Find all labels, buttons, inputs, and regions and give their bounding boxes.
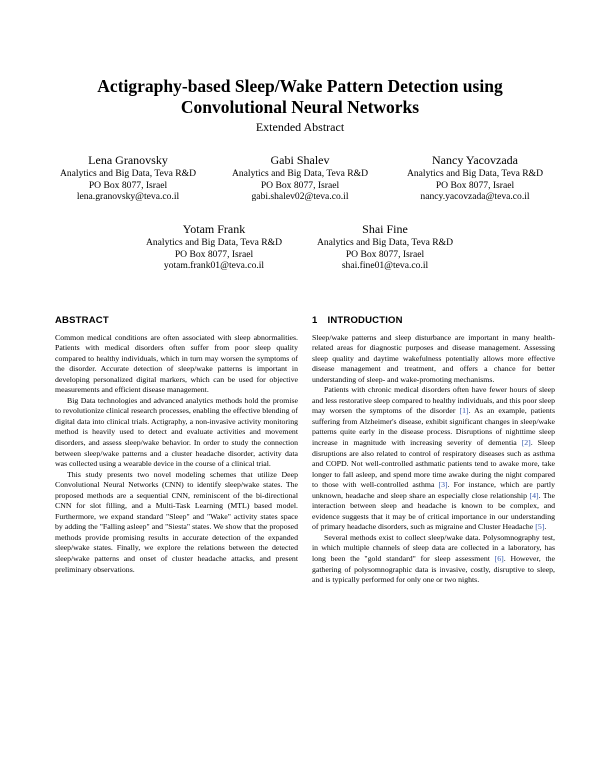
- section-number: 1: [312, 315, 318, 326]
- author-name: Shai Fine: [362, 222, 408, 236]
- author-email: shai.fine01@teva.co.il: [341, 260, 429, 271]
- paper-title-line-1: Actigraphy-based Sleep/Wake Pattern Detection using: [97, 76, 503, 96]
- citation-link[interactable]: [1]: [459, 406, 469, 416]
- author-name: Gabi Shalev: [270, 153, 330, 167]
- abstract-paragraph: Common medical conditions are often associated with sleep abnormalities. Patients with medical disorders often suffer from poor sleep quality compared to healthy individuals, which in turn may worsen the symptoms of the disorder. Accurate detection of sleep/wake patterns is important in developing personalized digital markers, which can be used for objective measurements and efficient disease management.: [55, 332, 298, 395]
- author-address: PO Box 8077, Israel: [88, 179, 168, 191]
- author-affiliation: Analytics and Big Data, Teva R&D: [59, 168, 197, 179]
- author-address: PO Box 8077, Israel: [260, 179, 340, 191]
- abstract-paragraph: Big Data technologies and advanced analytics methods hold the promise to revolutionize clinical research processes, enabling the effective blending of digital data into clinical trials. Actigraphy, a non-invasive activity monitoring method is heavily used to detect and evaluate activities and movement disorders, and assess sleep/wake behavior. In order to study the connection between sleep/wake patterns and a cluster headache disorder, activity data was collected using a wearable device in the course of a clinical trial.: [55, 395, 298, 469]
- citation-link[interactable]: [2]: [521, 438, 531, 448]
- author-block: [38, 153, 218, 203]
- author-email: yotam.frank01@teva.co.il: [163, 260, 265, 271]
- author-affiliation: Analytics and Big Data, Teva R&D: [231, 168, 369, 179]
- author-block: [124, 222, 304, 272]
- author-affiliation: Analytics and Big Data, Teva R&D: [145, 237, 283, 248]
- paragraph-text: Patients with chronic medical disorders often have fewer hours of sleep and less restorative sleep compared to healthy individuals, and this poor sleep may worsen the symptoms of the disorder: [312, 385, 555, 416]
- author-address: PO Box 8077, Israel: [345, 248, 425, 260]
- paper-subtitle: Extended Abstract: [255, 120, 345, 134]
- author-email: nancy.yacovzada@teva.co.il: [420, 191, 530, 202]
- abstract-heading: ABSTRACT: [55, 315, 109, 326]
- paragraph-text: .: [544, 522, 547, 532]
- paragraph-text: . As an example, patients suffering from Alzheimer's disease, exhibit significant changes in sleep/wake patterns quite early in the disease process. Disruptions of nighttime sleep increase in magnitude with increasing severity of dementia: [312, 406, 555, 448]
- author-block: [210, 153, 390, 203]
- author-block: [385, 153, 565, 203]
- introduction-heading: [312, 316, 555, 327]
- author-email: gabi.shalev02@teva.co.il: [251, 191, 349, 202]
- paragraph-text: . The interaction between sleep and headache is known to be complex, and evidence suggests that it may be of critical importance in our understanding of primary headache disorders, such as migraine and Cluster Headache: [312, 490, 555, 532]
- author-name: Yotam Frank: [182, 222, 246, 236]
- author-affiliation: Analytics and Big Data, Teva R&D: [406, 168, 544, 179]
- introduction-paragraph: [312, 533, 555, 586]
- introduction-paragraph: [312, 385, 555, 533]
- author-address: PO Box 8077, Israel: [435, 179, 515, 191]
- introduction-column: [312, 316, 555, 586]
- author-block: [295, 222, 475, 272]
- paper-title-line-2: Convolutional Neural Networks: [180, 97, 420, 117]
- citation-link[interactable]: [6]: [494, 554, 504, 564]
- abstract-column: [55, 316, 298, 575]
- citation-link[interactable]: [5]: [535, 522, 545, 532]
- author-email: lena.granovsky@teva.co.il: [76, 191, 180, 202]
- paragraph-text: . Sleep disruptions are also related to control of respiratory diseases such as asthma and COPD. Not well-controlled asthmatic patients tend to awake more, take longer to fall asleep, and spend more time awake during the night compared to those with well-controlled asthma: [312, 438, 555, 490]
- author-affiliation: Analytics and Big Data, Teva R&D: [316, 237, 454, 248]
- paper-title: [40, 76, 560, 118]
- paragraph-text: . For instance, which are partly unknown, headache and sleep share an especially close relationship: [312, 480, 555, 500]
- introduction-paragraph: Sleep/wake patterns and sleep disturbance are important in many health-related areas for diagnostic purposes and disease management. Assessing sleep quality and daytime wakefulness potentially allows more effective disease management and treatment, and offers a chance for better understanding of sleep- and wake-promoting mechanisms.: [312, 332, 555, 384]
- section-title: INTRODUCTION: [327, 315, 403, 326]
- author-address: PO Box 8077, Israel: [174, 248, 254, 260]
- citation-link[interactable]: [4]: [529, 490, 539, 500]
- author-name: Nancy Yacovzada: [432, 153, 518, 167]
- citation-link[interactable]: [3]: [438, 480, 448, 490]
- paragraph-text: . However, the gathering of polysomnographic data is invasive, costly, disruptive to sleep, and is typically performed for only one or two nights.: [312, 554, 555, 585]
- paragraph-text: Several methods exist to collect sleep/wake data. Polysomnography test, in which multiple channels of sleep data are collected in a laboratory, has long been the "gold standard" for sleep assessment: [312, 532, 555, 564]
- author-name: Lena Granovsky: [88, 153, 168, 167]
- abstract-paragraph: This study presents two novel modeling schemes that utilize Deep Convolutional Neural Networks (CNN) to identify sleep/wake states. The proposed methods are a sequential CNN, reminiscent of the bi-directional CNN for slot filling, and a Multi-Task Learning (MTL) based model. Furthermore, we expand standard "Sleep" and "Wake" activity states space by adding the "Falling asleep" and "Siesta" states. We show that the proposed methods provide promising results in accurate detection of the expanded sleep/wake states. Finally, we explore the relations between the detected sleep/wake patterns and onset of cluster headache attacks, and present preliminary observations.: [55, 469, 298, 574]
